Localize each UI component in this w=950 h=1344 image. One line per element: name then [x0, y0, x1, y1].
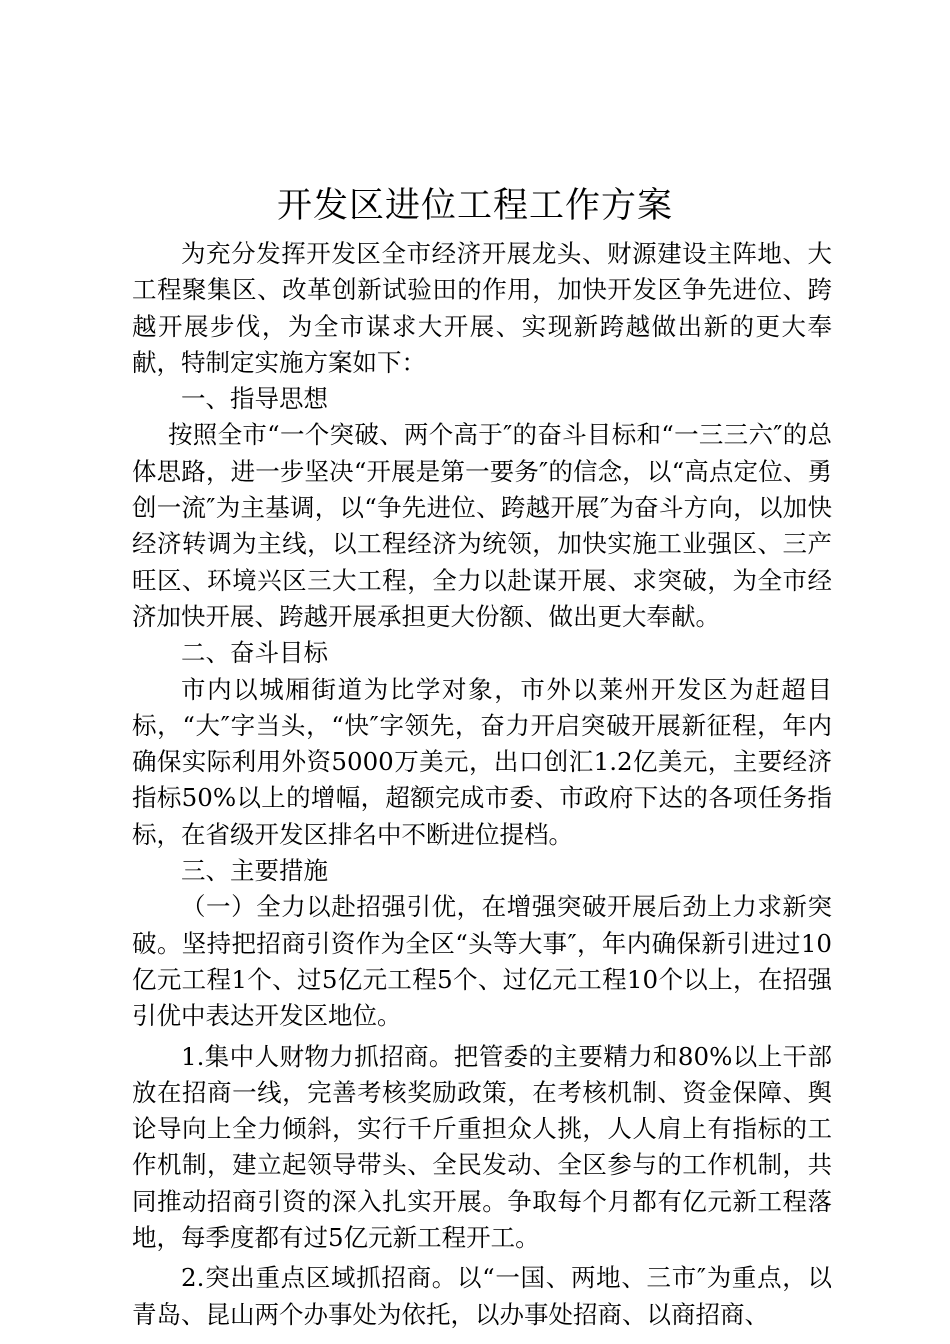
document-title: 开发区进位工程工作方案: [276, 186, 673, 226]
document-body: [132, 236, 832, 1333]
guiding-ideology-paragraph: 按照全市“一个突破、两个高于″的奋斗目标和“一三三六″的总体思路，进一步坚决“开展是第一要务″的信念，以“高点定位、勇创一流″为主基调，以“争先进位、跨越开展″为奋斗方向，以加快经济转调为主线，以工程经济为统领，加快实施工业强区、三产旺区、环境兴区三大工程，全力以赴谋开展、求突破，为全市经济加快开展、跨越开展承担更大份额、做出更大奉献。: [132, 420, 832, 631]
section-heading-goals: 二、奋斗目标: [181, 638, 328, 668]
measures-paragraph-1: （一）全力以赴招强引优，在增强突破开展后劲上力求新突破。坚持把招商引资作为全区“头等大事″，年内确保新引进过10亿元工程1个、过5亿元工程5个、过亿元工程10个以上，在招强引优中表达开发区地位。: [132, 892, 832, 1031]
section-heading-measures: 三、主要措施: [181, 856, 328, 886]
section-heading-guiding-ideology: 一、指导思想: [181, 384, 328, 414]
intro-paragraph: 为充分发挥开发区全市经济开展龙头、财源建设主阵地、大工程聚集区、改革创新试验田的作用，加快开发区争先进位、跨越开展步伐，为全市谋求大开展、实现新跨越做出新的更大奉献，特制定实施方案如下：: [132, 239, 832, 377]
measures-item-1: 1.集中人财物力抓招商。把管委的主要精力和80%以上干部放在招商一线，完善考核奖励政策，在考核机制、资金保障、舆论导向上全力倾斜，实行千斤重担众人挑，人人肩上有指标的工作机制，建立起领导带头、全民发动、全区参与的工作机制，共同推动招商引资的深入扎实开展。争取每个月都有亿元新工程落地，每季度都有过5亿元新工程开工。: [132, 1041, 832, 1253]
measures-item-2: 2.突出重点区域抓招商。以“一国、两地、三市″为重点，以青岛、昆山两个办事处为依托，以办事处招商、以商招商、: [132, 1263, 832, 1329]
goals-paragraph: 市内以城厢街道为比学对象，市外以莱州开发区为赶超目标，“大″字当头，“快″字领先，奋力开启突破开展新征程，年内确保实际利用外资5000万美元，出口创汇1.2亿美元，主要经济指标50%以上的增幅，超额完成市委、市政府下达的各项任务指标，在省级开发区排名中不断进位提档。: [132, 674, 832, 849]
